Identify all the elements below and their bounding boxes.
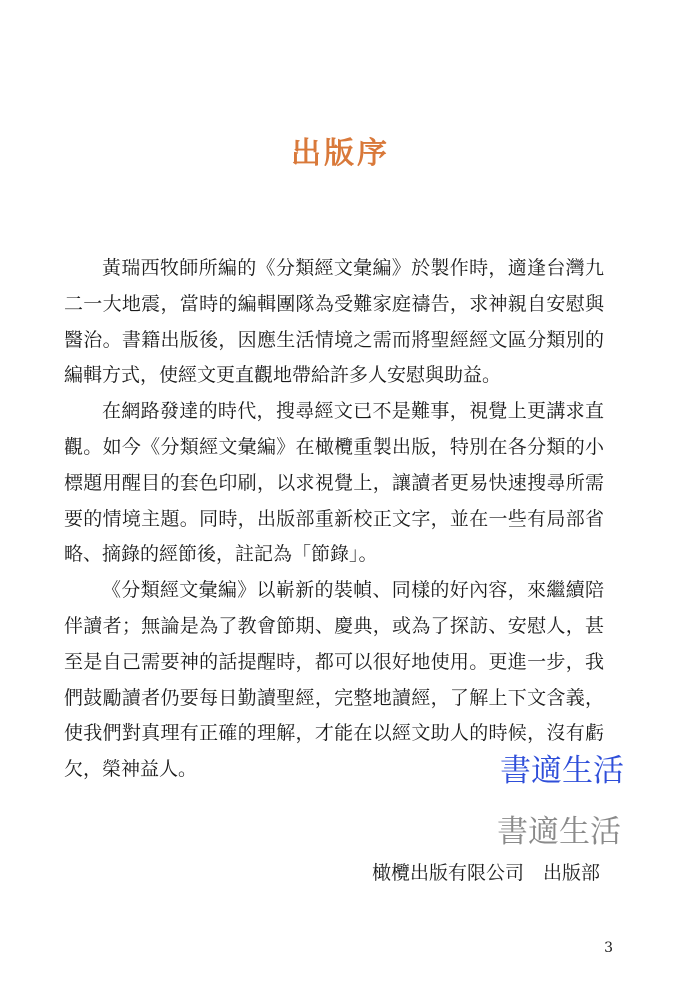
page-title: 出版序 — [291, 136, 390, 171]
publisher-signature: 橄欖出版有限公司 出版部 — [371, 862, 600, 884]
paragraph-3: 《分類經文彙編》以嶄新的裝幀、同樣的好內容，來繼續陪伴讀者；無論是為了教會節期、慶典，或為了探訪、安慰人，甚至是自己需要神的話提醒時，都可以很好地使用。更進一步，我們鼓勵讀者仍要每日勤讀聖經，完整地讀經，了解上下文含義，使我們對真理有正確的理解，才能在以經文助人的時候，沒有虧欠，榮神益人。 — [64, 579, 604, 781]
preface-body — [64, 251, 604, 788]
watermark-blue: 書適生活 — [500, 753, 624, 789]
paragraph-1: 黃瑞西牧師所編的《分類經文彙編》於製作時，適逢台灣九二一大地震，當時的編輯團隊為受難家庭禱告，求神親自安慰與醫治。書籍出版後，因應生活情境之需而將聖經經文區分類別的編輯方式，使經文更直觀地帶給許多人安慰與助益。 — [64, 257, 604, 387]
page-number: 3 — [604, 940, 613, 956]
watermark-gray: 書適生活 — [497, 814, 621, 850]
paragraph-2: 在網路發達的時代，搜尋經文已不是難事，視覺上更講求直觀。如今《分類經文彙編》在橄欖重製出版，特別在各分類的小標題用醒目的套色印刷，以求視覺上，讓讀者更易快速搜尋所需要的情境主題。同時，出版部重新校正文字，並在一些有局部省略、摘錄的經節後，註記為「節錄」。 — [64, 400, 604, 566]
